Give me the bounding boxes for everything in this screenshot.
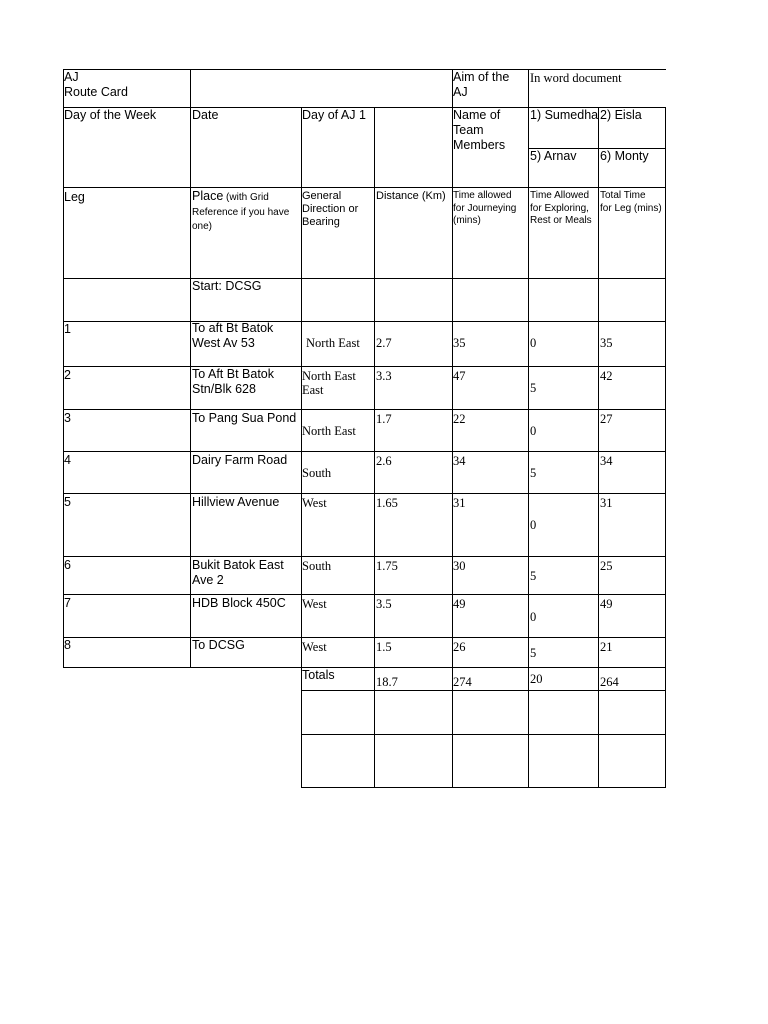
col-header-time-exploring: Time Allowed for Exploring, Rest or Meals [530,190,592,226]
col-header-distance: Distance (Km) [376,190,446,202]
leg-time-journey: 22 [453,412,466,426]
leg-time-total: 27 [600,412,613,426]
leg-time-explore: 5 [530,381,537,395]
leg-distance: 1.65 [376,496,398,510]
totals-distance: 18.7 [376,675,398,689]
leg-number: 3 [64,411,71,425]
leg-place: Hillview Avenue [192,495,280,509]
leg-distance: 1.75 [376,559,398,573]
leg-direction: North East [306,336,360,350]
leg-time-explore: 5 [530,646,537,660]
leg-direction: West [302,640,327,654]
col-header-place-note: (with Grid Reference if you have one) [192,192,290,232]
team-member-2: 2) Eisla [600,108,642,122]
leg-direction: South [302,466,332,480]
team-member-5: 5) Arnav [530,149,577,163]
leg-place: HDB Block 450C [192,596,286,610]
totals-label: Totals [302,668,335,682]
day-of-week-label: Day of the Week [64,108,157,122]
team-members-label: Name of Team Members [453,108,506,152]
leg-place: To Aft Bt Batok Stn/Blk 628 [192,367,274,396]
date-label: Date [192,108,219,122]
leg-time-total: 34 [600,454,613,468]
leg-distance: 1.5 [376,640,392,654]
leg-number: 6 [64,558,71,572]
aim-value: In word document [530,71,622,85]
leg-distance: 3.3 [376,369,392,383]
leg-distance: 3.5 [376,597,392,611]
team-member-6: 6) Monty [600,149,649,163]
col-header-place-label: Place [192,189,224,203]
leg-time-explore: 0 [530,336,537,350]
leg-distance: 2.7 [376,336,392,350]
leg-time-journey: 31 [453,496,466,510]
leg-direction: West [302,496,327,510]
col-header-direction: General Direction or Bearing [302,190,359,228]
leg-number: 5 [64,495,71,509]
leg-place: To aft Bt Batok West Av 53 [192,321,274,350]
leg-number: 2 [64,368,71,382]
leg-place: To DCSG [192,638,245,652]
col-header-time-journeying: Time allowed for Journeying (mins) [453,190,517,226]
aim-label: Aim of the AJ [453,70,510,99]
leg-number: 8 [64,638,71,652]
leg-time-total: 35 [600,336,613,350]
leg-time-total: 49 [600,597,613,611]
leg-place: Bukit Batok East Ave 2 [192,558,284,587]
leg-direction: North East [302,424,356,438]
route-card-title: AJ Route Card [64,70,128,99]
leg-time-total: 21 [600,640,613,654]
leg-direction: North East East [302,369,356,397]
leg-time-journey: 35 [453,336,466,350]
leg-time-journey: 26 [453,640,466,654]
team-member-1: 1) Sumedha [530,108,599,122]
leg-time-explore: 5 [530,569,537,583]
col-header-leg: Leg [64,190,85,204]
leg-time-explore: 0 [530,518,537,532]
leg-direction: West [302,597,327,611]
start-place: Start: DCSG [192,279,262,293]
leg-time-explore: 5 [530,466,537,480]
leg-place: Dairy Farm Road [192,453,288,467]
day-of-aj-label: Day of AJ 1 [302,108,366,122]
totals-explore: 20 [530,672,543,686]
leg-place: To Pang Sua Pond [192,411,297,425]
col-header-total-time: Total Time for Leg (mins) [600,190,662,214]
totals-total: 264 [600,675,619,689]
leg-time-total: 25 [600,559,613,573]
col-header-place [192,190,300,234]
leg-direction: South [302,559,332,573]
leg-time-explore: 0 [530,610,537,624]
leg-distance: 2.6 [376,454,392,468]
leg-time-journey: 30 [453,559,466,573]
leg-distance: 1.7 [376,412,392,426]
leg-number: 4 [64,453,71,467]
leg-time-journey: 49 [453,597,466,611]
leg-time-explore: 0 [530,424,537,438]
leg-time-journey: 34 [453,454,466,468]
leg-number: 7 [64,596,71,610]
totals-journey: 274 [453,675,472,689]
leg-number: 1 [64,322,71,336]
leg-time-total: 31 [600,496,613,510]
leg-time-journey: 47 [453,369,466,383]
leg-time-total: 42 [600,369,613,383]
